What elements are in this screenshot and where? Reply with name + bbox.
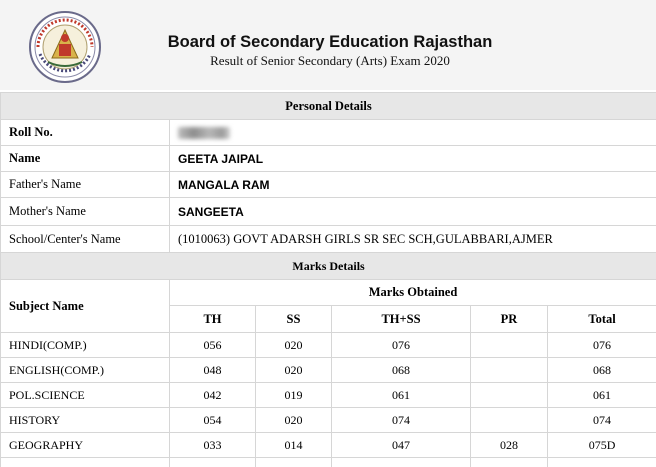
col-pr-header: PR <box>471 306 548 333</box>
col-total-header: Total <box>548 306 656 333</box>
marks-details-heading: Marks Details <box>1 253 656 280</box>
father-value: MANGALA RAM <box>170 172 656 198</box>
table-row-partial <box>1 458 656 467</box>
personal-details-heading: Personal Details <box>1 93 656 120</box>
subject-name-header: Subject Name <box>1 280 170 333</box>
marks-details-table <box>0 252 656 467</box>
redacted-roll-number <box>178 127 230 139</box>
pr-cell <box>471 383 548 408</box>
school-label: School/Center's Name <box>1 226 170 253</box>
mother-value: SANGEETA <box>170 198 656 226</box>
roll-label: Roll No. <box>1 120 170 146</box>
table-row <box>1 433 656 458</box>
total-cell: 076 <box>548 333 656 358</box>
table-row <box>1 408 656 433</box>
name-row <box>1 146 656 172</box>
thss-cell: 076 <box>332 333 471 358</box>
subject-cell: HINDI(COMP.) <box>1 333 170 358</box>
board-seal-logo <box>28 10 102 84</box>
table-row <box>1 333 656 358</box>
pr-cell <box>471 408 548 433</box>
subject-cell: GEOGRAPHY <box>1 433 170 458</box>
thss-cell: 068 <box>332 358 471 383</box>
col-th-header: TH <box>170 306 256 333</box>
roll-value <box>170 120 656 146</box>
pr-cell <box>471 358 548 383</box>
ss-cell: 019 <box>256 383 332 408</box>
thss-cell: 061 <box>332 383 471 408</box>
th-cell: 054 <box>170 408 256 433</box>
subject-cell: HISTORY <box>1 408 170 433</box>
col-thss-header: TH+SS <box>332 306 471 333</box>
father-row <box>1 172 656 198</box>
total-cell: 075D <box>548 433 656 458</box>
school-row <box>1 226 656 253</box>
page-header <box>0 0 656 90</box>
roll-row <box>1 120 656 146</box>
father-label: Father's Name <box>1 172 170 198</box>
ss-cell: 020 <box>256 333 332 358</box>
th-cell: 033 <box>170 433 256 458</box>
th-cell: 048 <box>170 358 256 383</box>
thss-cell: 074 <box>332 408 471 433</box>
school-value: (1010063) GOVT ADARSH GIRLS SR SEC SCH,GULABBARI,AJMER <box>170 226 656 253</box>
total-cell: 068 <box>548 358 656 383</box>
marks-obtained-header: Marks Obtained <box>170 280 656 306</box>
personal-details-table <box>0 92 656 253</box>
total-cell: 061 <box>548 383 656 408</box>
ss-cell: 020 <box>256 358 332 383</box>
name-label: Name <box>1 146 170 172</box>
th-cell: 042 <box>170 383 256 408</box>
table-row <box>1 383 656 408</box>
ss-cell: 014 <box>256 433 332 458</box>
total-cell: 074 <box>548 408 656 433</box>
mother-row <box>1 198 656 226</box>
pr-cell <box>471 333 548 358</box>
thss-cell: 047 <box>332 433 471 458</box>
board-title: Board of Secondary Education Rajasthan <box>167 33 493 51</box>
mother-label: Mother's Name <box>1 198 170 226</box>
pr-cell: 028 <box>471 433 548 458</box>
exam-subtitle: Result of Senior Secondary (Arts) Exam 2020 <box>210 53 450 68</box>
ss-cell: 020 <box>256 408 332 433</box>
subject-cell: ENGLISH(COMP.) <box>1 358 170 383</box>
th-cell: 056 <box>170 333 256 358</box>
table-row <box>1 358 656 383</box>
name-value: GEETA JAIPAL <box>170 146 656 172</box>
subject-cell: POL.SCIENCE <box>1 383 170 408</box>
col-ss-header: SS <box>256 306 332 333</box>
